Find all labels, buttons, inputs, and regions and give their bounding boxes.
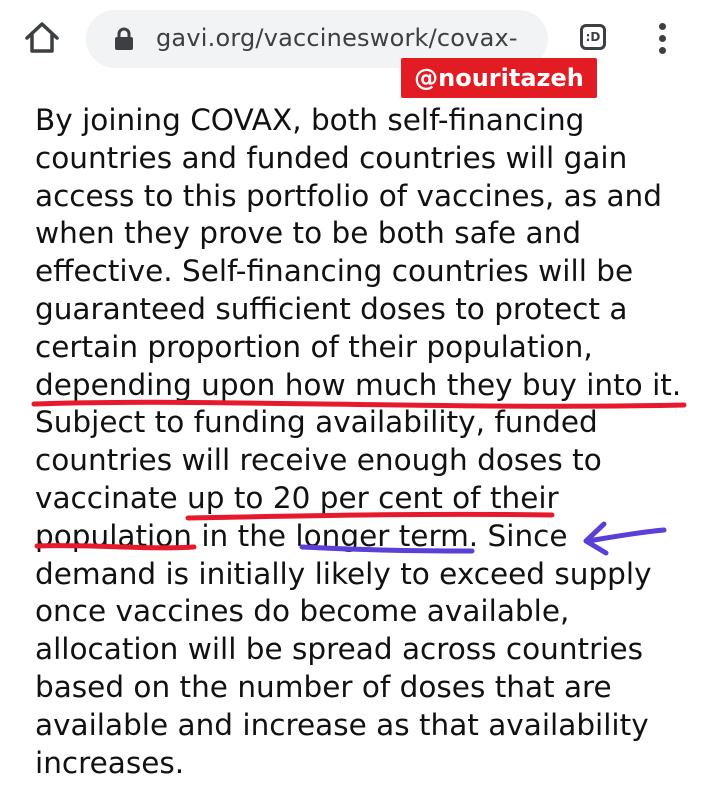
watermark-label: @nouritazeh: [401, 58, 597, 98]
article-line: based on the number of doses that are: [35, 669, 612, 704]
article-line: allocation will be spread across countries: [35, 632, 643, 667]
article-line: depending upon how much they buy into it.: [35, 367, 682, 402]
home-icon: [22, 18, 62, 58]
browser-toolbar: [0, 0, 713, 84]
article-line: available and increase as that availability: [35, 707, 649, 742]
lock-icon: [114, 27, 134, 51]
article-line: countries will receive enough doses to: [35, 443, 602, 478]
article-line: demand is initially likely to exceed supply: [35, 556, 652, 591]
article-line: countries and funded countries will gain: [35, 140, 628, 175]
article-line: access to this portfolio of vaccines, as and: [35, 178, 662, 213]
home-button[interactable]: [22, 18, 62, 58]
tab-count: :D: [585, 30, 601, 44]
article-line: when they prove to be both safe and: [35, 216, 582, 251]
more-vert-icon: [659, 23, 666, 30]
article-line: once vaccines do become available,: [35, 594, 570, 629]
article-line: certain proportion of their population,: [35, 329, 593, 364]
article-paragraph: [35, 102, 705, 782]
article-line: effective. Self-financing countries will be: [35, 254, 634, 289]
tab-switcher-button[interactable]: [578, 22, 612, 54]
article-line: vaccinate up to 20 per cent of their: [35, 480, 559, 515]
more-vert-icon: [659, 35, 666, 42]
article-line: guaranteed sufficient doses to protect a: [35, 291, 628, 326]
article-line: Subject to funding availability, funded: [35, 405, 598, 440]
article-line: increases.: [35, 745, 185, 780]
article-line: population in the longer term. Since: [35, 518, 568, 553]
article-line: By joining COVAX, both self-financing: [35, 103, 585, 137]
url-text[interactable]: gavi.org/vaccineswork/covax-: [156, 24, 518, 52]
more-vert-icon: [659, 47, 666, 54]
more-menu-button[interactable]: [652, 18, 676, 58]
